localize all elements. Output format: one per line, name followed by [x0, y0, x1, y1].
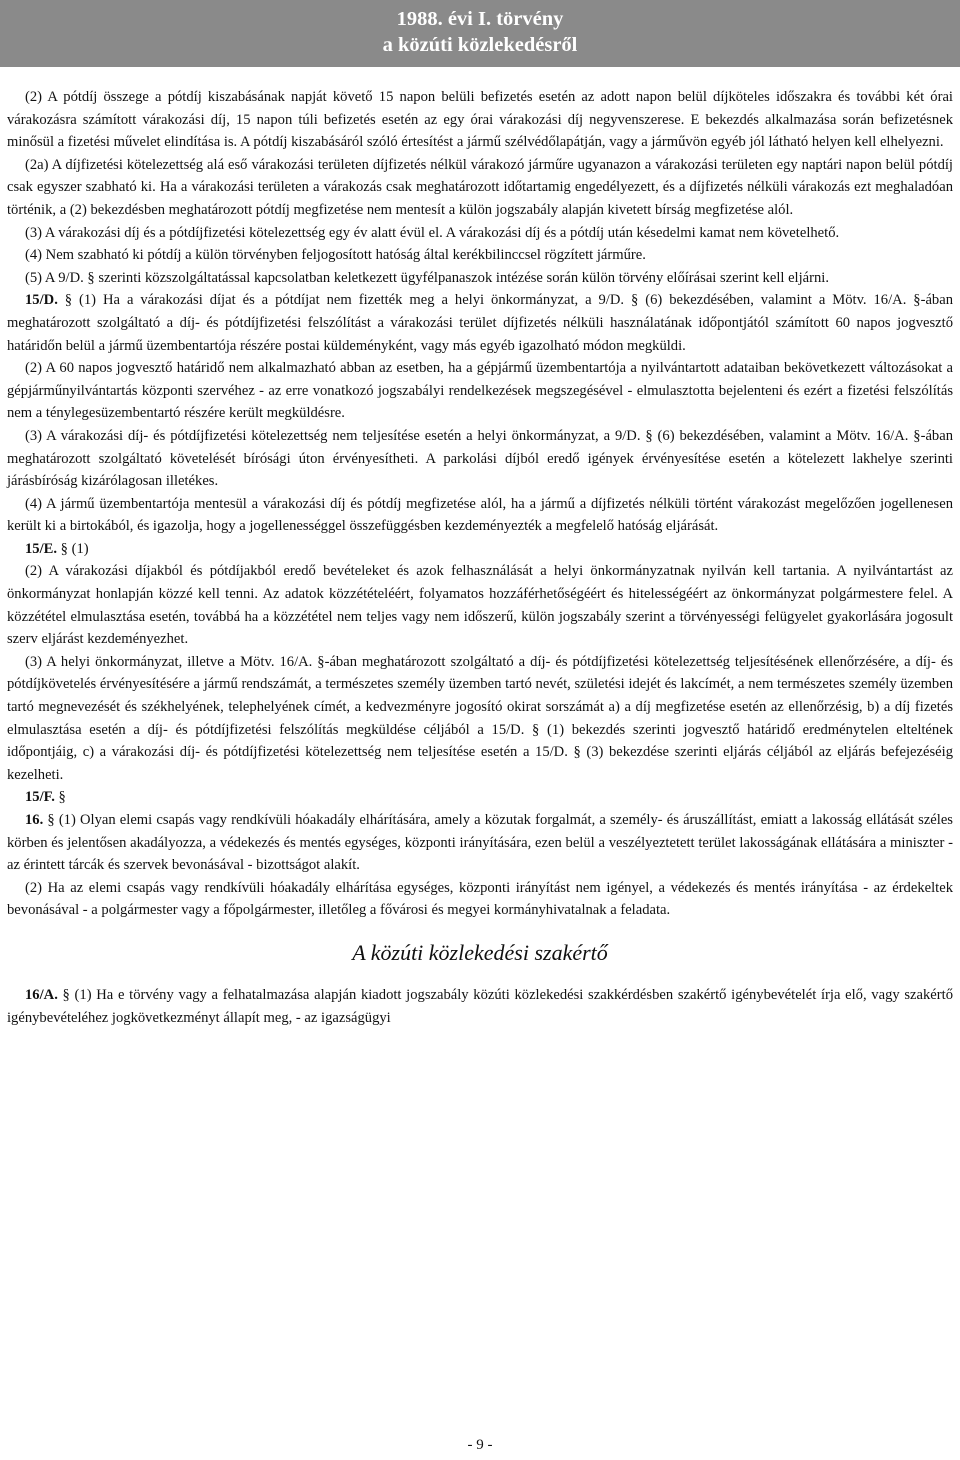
- paragraph: [7, 651, 953, 787]
- paragraph-last: [7, 984, 953, 1029]
- section-number: 15/F.: [25, 789, 55, 806]
- paragraph-text: (3) A várakozási díj- és pótdíjfizetési kötelezettség nem teljesítése esetén a helyi önkormányzat, a 9/D. § (6) bekezdésében, valamint a Mötv. 16/A. §-ában meghatározott szolgáltató követelését bírósági úton érvényesítheti. A parkolási díjból eredő igények érvényesítése esetén a kötelezett lakhelye szerinti járásbíróság kizárólagosan illetékes.: [7, 427, 953, 490]
- paragraph-text: § (1): [57, 540, 89, 557]
- paragraph-text: §: [54, 789, 66, 806]
- section-number: 16/A.: [25, 986, 58, 1003]
- document-body: [7, 86, 953, 1029]
- paragraph-list: [7, 86, 953, 922]
- paragraph-text: (3) A várakozási díj és a pótdíjfizetési kötelezettség egy év alatt évül el. A várakozási díj és a pótdíj után késedelmi kamat nem követelhető.: [25, 224, 840, 241]
- paragraph: [7, 877, 953, 922]
- paragraph: [7, 786, 953, 809]
- section-heading: A közúti közlekedési szakértő: [352, 939, 608, 965]
- paragraph-text: (2) A pótdíj összege a pótdíj kiszabásának napját követő 15 napon belüli befizetés esetén az adott napon belül díjköteles időszakra és további két órai várakozásra számított várakozási díj, 15 napon túli befizetés esetén az egy órai várakozási díj negyvenszerese. E bekezdés alkalmazása során befizetésnek minősül a fizetési művelet elindítása is. A pótdíj kiszabásáról szóló értesítést a jármű szélvédőlapátján, vagy a járművön egyéb jól látható helyen kell elhelyezni.: [7, 89, 953, 151]
- paragraph-text: (4) A jármű üzembentartója mentesül a várakozási díj és pótdíj megfizetése alól, ha a jármű a díjfizetés nélküli történt várakozást megelőzően jogellenesen került ki a birtokából, és igazolja, hogy a jogellenességgel összefüggésben kezdeményezték a megfelelő hatóság eljárását.: [7, 495, 953, 535]
- paragraph-text: § (1) Olyan elemi csapás vagy rendkívüli hóakadály elhárítására, amely a közutak forgalmát, a személy- és áruszállítást, emiatt a lakosság ellátását széles körben és jelentősen akadályozza, a védekezés és mentés egységes, központi irányítására, ezen belül a veszélyeztetett terület lakosságának ellátására a miniszter - az érintett tárcák és szervek bevonásával - bizottságot alakít.: [7, 812, 953, 874]
- paragraph: [7, 560, 953, 650]
- paragraph: [7, 154, 953, 222]
- section-number: 16.: [25, 812, 44, 828]
- paragraph-text: (2a) A díjfizetési kötelezettség alá eső várakozási területen díjfizetés nélkül várakozó járműre ugyanazon a várakozási területen egy naptári napon belül pótdíj csak egyszer szabható ki. Ha a várakozási területen a várakozás csak meghatározott időtartamig engedélyezett, és a díjfizetés nélküli várakozás ezt meghaladóan történik, a (2) bekezdésben meghatározott pótdíj megfizetése nem mentesít a külön jogszabály alapján kivetett bírság megfizetése alól.: [7, 156, 953, 218]
- paragraph-text: § (1) Ha e törvény vagy a felhatalmazása alapján kiadott jogszabály közúti közlekedési szakkérdésben szakértő igénybevételét írja elő, vagy szakértő igénybevételéhez jogkövetkezményt állapít meg, - az igazságügyi: [7, 986, 953, 1026]
- paragraph-text: (2) A várakozási díjakból és pótdíjakból eredő bevételeket és azok felhasználását a helyi önkormányzatnak nyilván kell tartania. A nyilvántartást az önkormányzat honlapján közzé kell tenni. Az adatok közzétételéért, folyamatos hozzáférhetőségéért és hitelességéért az önkormányzat polgármestere felel. A közzététel elmulasztása esetén, továbbá ha a közzététel nem teljes vagy nem időszerű, külön jogszabály szerint a törvényességi felügyelet gyakorlására jogosult szerv eljárást kezdeményezhet.: [7, 563, 953, 648]
- document-header: [0, 0, 960, 67]
- header-title: 1988. évi I. törvény: [396, 8, 564, 30]
- paragraph: [7, 357, 953, 425]
- paragraph-text: (2) A 60 napos jogvesztő határidő nem alkalmazható abban az esetben, ha a gépjármű üzembentartója a nyilvántartott adataiban bekövetkezett változásokat a gépjárműnyilvántartás központi szervéhez - az erre vonatkozó jogszabályi rendelkezések megszegésével - elmulasztotta bejelenteni és ezért a fizetési felszólítás nem a ténylegesüzembentartó részére került megküldésre.: [7, 360, 953, 422]
- paragraph: [7, 425, 953, 493]
- header-subtitle: a közúti közlekedésről: [382, 34, 578, 56]
- paragraph: [7, 538, 953, 561]
- paragraph: [7, 244, 953, 267]
- paragraph-text: (5) A 9/D. § szerinti közszolgáltatással kapcsolatban keletkezett ügyfélpanaszok intézése során külön törvény előírásai szerint kell eljárni.: [25, 269, 830, 286]
- paragraph: [7, 809, 953, 877]
- paragraph-text: (4) Nem szabható ki pótdíj a külön törvényben feljogosított hatóság által kerékbilinccsel rögzített járműre.: [25, 247, 646, 264]
- paragraph-text: (3) A helyi önkormányzat, illetve a Mötv. 16/A. §-ában meghatározott szolgáltató a díj- és pótdíjfizetési kötelezettség teljesítésének ellenőrzésére, a díj- és pótdíjkövetelés érvényesítésére a jármű rendszámát, a természetes személy üzemben tartó nevét, születési idejét és lakcímét, a nem természetes személy üzemben tartó megnevezését és székhelyének, telephelyének címét, a kedvezményre jogosító okirat sorszámát a) a díj megfizetése esetén az ellenőrzésig, b) a díj fizetés elmulasztása esetén a díj- és pótdíjfizetési felszólítás megküldése céljából a 15/D. § (1) bekezdés szerinti jogvesztő határidő eredménytelen elteltének időpontjáig, c) a várakozási díj- és pótdíjfizetési kötelezettség nem teljesítése esetén a 15/D. § (3) bekezdése szerinti eljárás céljából az eljárás befejezéséig kezelheti.: [7, 653, 953, 783]
- section-number: 15/E.: [25, 540, 58, 557]
- page-number: - 9 -: [467, 1437, 493, 1453]
- paragraph-text: § (1) Ha a várakozási díjat és a pótdíjat nem fizették meg a helyi önkormányzat, a 9/D. § (6) bekezdésében, valamint a Mötv. 16/A. §-ában meghatározott szolgáltató a díj- és pótdíjfizetési felszólítást a várakozási terület díjfizetés nélküli használatának időpontjától számított 60 napos jogvesztő határidőn belül a jármű üzembentartója részére postai küldeményként, vagy más egyéb igazolható módon megküldi.: [7, 292, 953, 354]
- paragraph: [7, 289, 953, 357]
- paragraph-text: (2) Ha az elemi csapás vagy rendkívüli hóakadály elhárítása egységes, központi irányítást nem igényel, a védekezés és mentés irányítása - az érdekeltek bevonásával - a polgármester vagy a főpolgármester, illetőleg a fővárosi és megyei kormányhivatalnak a feladata.: [7, 879, 953, 919]
- paragraph: [7, 267, 953, 290]
- section-number: 15/D.: [25, 292, 58, 309]
- paragraph: [7, 222, 953, 245]
- paragraph: [7, 86, 953, 154]
- paragraph: [7, 493, 953, 538]
